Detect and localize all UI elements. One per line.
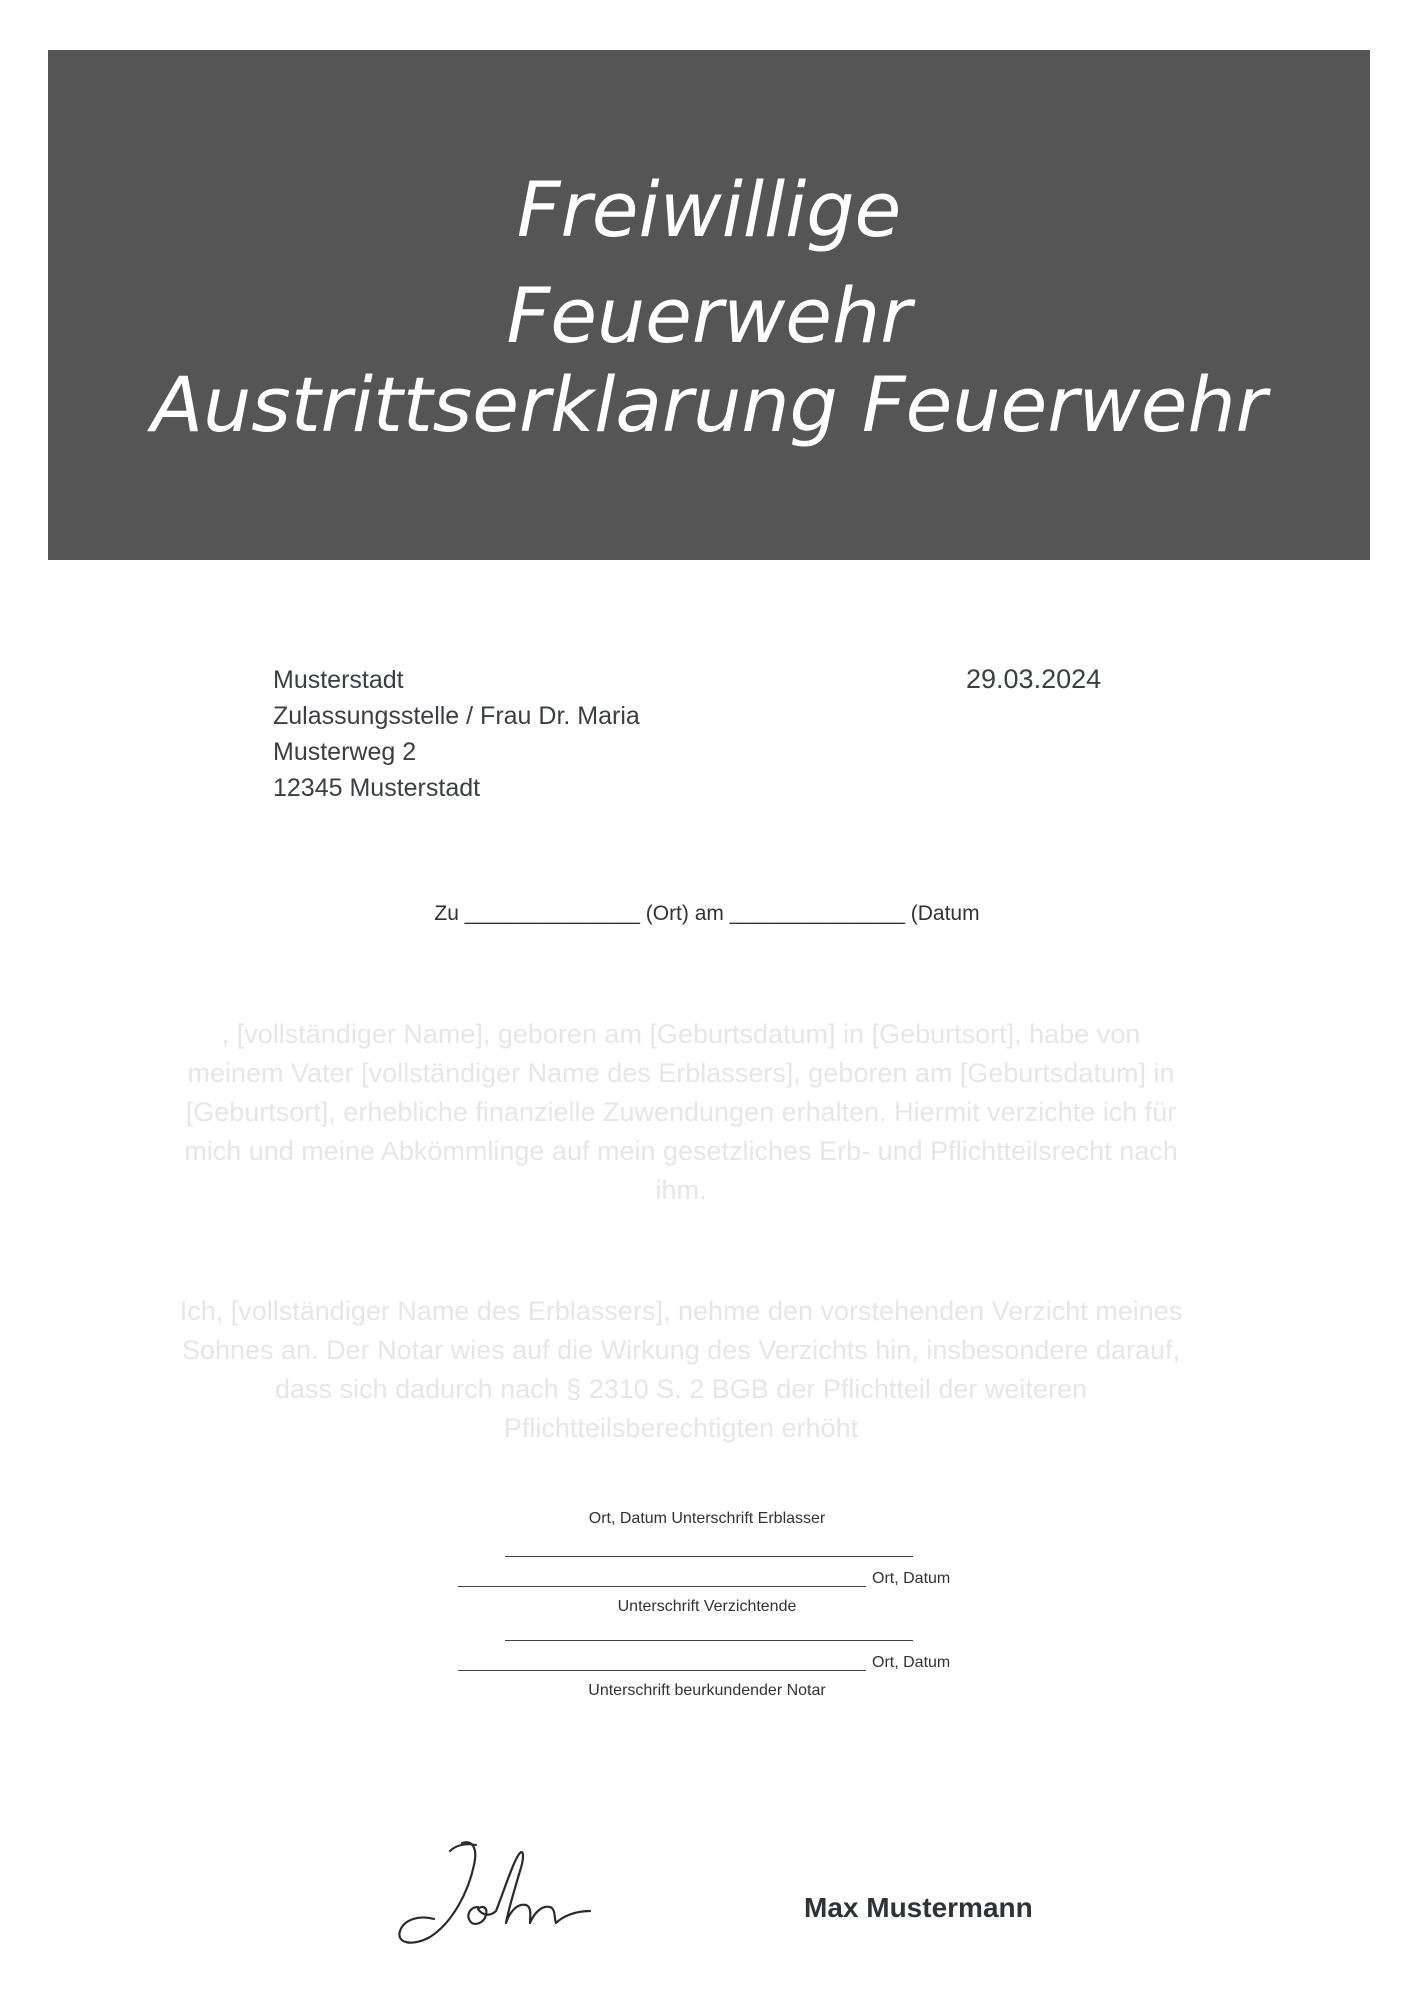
address-line-3: Musterweg 2 — [273, 738, 417, 766]
signature-label-erblasser: Ort, Datum Unterschrift Erblasser — [588, 1510, 826, 1527]
signer-name: Max Mustermann — [804, 1892, 1033, 1923]
address-line-2: Zulassungsstelle / Frau Dr. Maria — [273, 702, 640, 730]
ort-datum-label-1: Ort, Datum — [872, 1570, 951, 1587]
place-date-line: Zu _______________ (Ort) am _______________ (Datum — [434, 902, 980, 925]
letter-date: 29.03.2024 — [966, 664, 1102, 694]
address-line-1: Musterstadt — [273, 666, 404, 694]
title-line-3: Austrittserklarung Feuerwehr — [151, 360, 1267, 449]
signature-rule — [458, 1586, 866, 1587]
body-paragraph-2: Ich, [vollständiger Name des Erblassers], nehme den vorstehenden Verzicht meines Sohnes an. Der Notar wies auf die Wirkung des Verzichts hin, insbesondere darauf, dass sich dadurch nach § 2310 S. 2 BGB der Pflichtteil der weiteren Pflichtteilsberechtigten erhöht — [179, 1296, 1183, 1443]
signature-rule — [505, 1640, 913, 1641]
signature-label-notar: Unterschrift beurkundender Notar — [588, 1682, 826, 1699]
title-line-2: Feuerwehr — [506, 271, 912, 360]
header-banner — [48, 50, 1370, 560]
handwritten-signature — [390, 1835, 600, 1955]
signature-rule — [505, 1556, 913, 1557]
recipient-address — [273, 662, 640, 806]
signature-rule — [458, 1670, 866, 1671]
body-paragraph-1: , [vollständiger Name], geboren am [Geburtsdatum] in [Geburtsort], habe von meinem Vater [vollständiger Name des Erblassers], geboren am [Geburtsdatum] in [Geburtsort], erhebliche finanzielle Zuwendungen erhalten. Hiermit verzichte ich für mich und meine Abkömmlinge auf mein gesetzliches Erb- und Pflichtteilsrecht nach ihm. — [184, 1019, 1178, 1205]
ort-datum-label-2: Ort, Datum — [872, 1654, 951, 1671]
title-line-1: Freiwillige — [516, 165, 902, 254]
address-line-4: 12345 Musterstadt — [273, 774, 481, 802]
signature-label-verzichtende: Unterschrift Verzichtende — [617, 1598, 797, 1615]
